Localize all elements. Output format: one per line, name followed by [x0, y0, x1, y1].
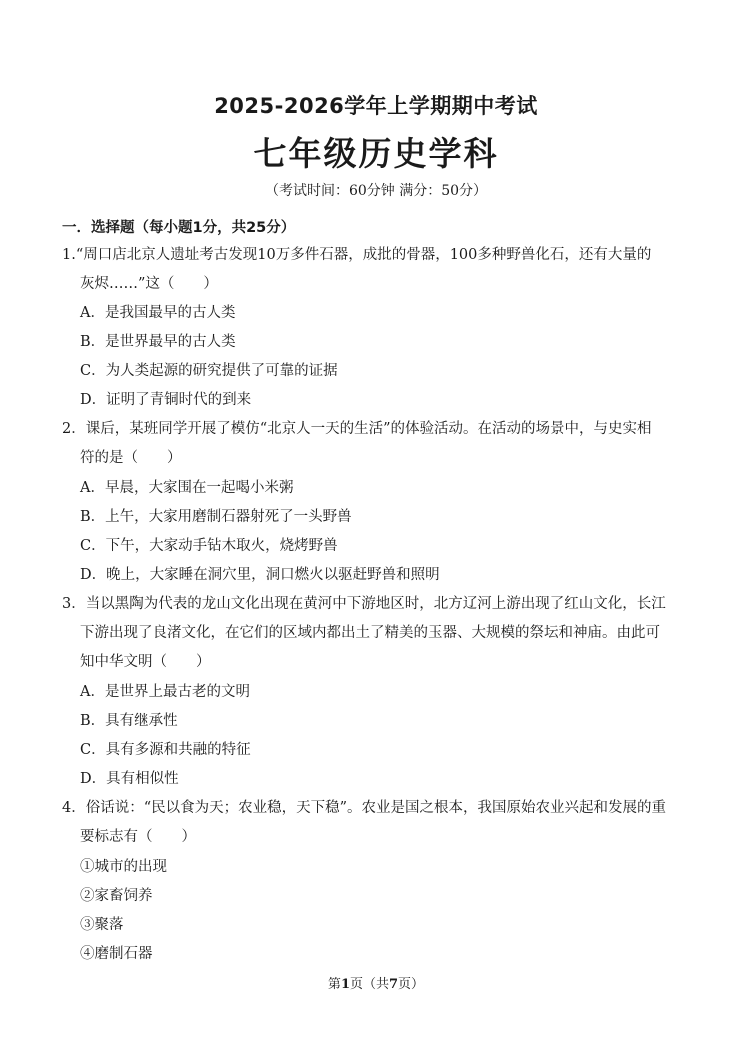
question-1-option-d: D．证明了青铜时代的到来 — [80, 392, 252, 408]
question-2-stem-cont: 符的是（ ） — [80, 450, 182, 466]
question-2-option-a: A．早晨，大家围在一起喝小米粥 — [80, 480, 294, 496]
question-3-option-a: A．是世界上最古老的文明 — [80, 684, 250, 700]
question-1-stem: 1.“周口店北京人遗址考古发现10万多件石器，成批的骨器，100多种野兽化石，还有大量的 — [62, 247, 652, 263]
question-4-option-3: ③聚落 — [80, 917, 124, 933]
exam-title: 2025-2026学年上学期期中考试 — [214, 94, 538, 118]
page-total: 7 — [389, 977, 399, 992]
question-3-option-c: C．具有多源和共融的特征 — [80, 742, 251, 758]
question-2-option-b: B．上午，大家用磨制石器射死了一头野兽 — [80, 509, 352, 525]
question-4-option-4: ④磨制石器 — [80, 946, 153, 962]
footer-mid: 页（共 — [349, 977, 389, 992]
footer-suffix: 页） — [398, 977, 425, 992]
page-number: 1 — [340, 977, 350, 992]
exam-info: （考试时间：60分钟 满分：50分） — [264, 183, 488, 199]
question-3-option-d: D．具有相似性 — [80, 771, 179, 787]
question-1-stem-cont: 灰烬……”这（ ） — [80, 276, 218, 292]
question-3-stem-cont: 下游出现了良渚文化，在它们的区域内都出土了精美的玉器、大规模的祭坛和神庙。由此可 — [80, 625, 660, 641]
question-2-option-d: D．晚上，大家睡在洞穴里，洞口燃火以驱赶野兽和照明 — [80, 567, 440, 583]
question-1-option-c: C．为人类起源的研究提供了可靠的证据 — [80, 363, 338, 379]
section-heading: 一．选择题（每小题1分，共25分） — [62, 220, 296, 236]
question-4-stem-cont: 要标志有（ ） — [80, 829, 196, 845]
question-1-option-b: B．是世界最早的古人类 — [80, 334, 236, 350]
question-1-option-a: A．是我国最早的古人类 — [80, 305, 236, 321]
question-3-stem: 3．当以黑陶为代表的龙山文化出现在黄河中下游地区时，北方辽河上游出现了红山文化，长江 — [62, 596, 666, 612]
question-3-stem-cont-2: 知中华文明（ ） — [80, 654, 211, 670]
footer-prefix: 第 — [327, 977, 341, 992]
question-2-option-c: C．下午，大家动手钻木取火，烧烤野兽 — [80, 538, 338, 554]
question-3-option-b: B．具有继承性 — [80, 713, 178, 729]
question-4-option-2: ②家畜饲养 — [80, 888, 153, 904]
page-footer — [0, 973, 752, 992]
question-4-option-1: ①城市的出现 — [80, 859, 167, 875]
question-4-stem: 4．俗话说：“民以食为天；农业稳，天下稳”。农业是国之根本，我国原始农业兴起和发展的重 — [62, 800, 667, 816]
question-2-stem: 2．课后，某班同学开展了模仿“北京人一天的生活”的体验活动。在活动的场景中，与史实相 — [62, 421, 652, 437]
subject-title: 七年级历史学科 — [253, 134, 499, 173]
